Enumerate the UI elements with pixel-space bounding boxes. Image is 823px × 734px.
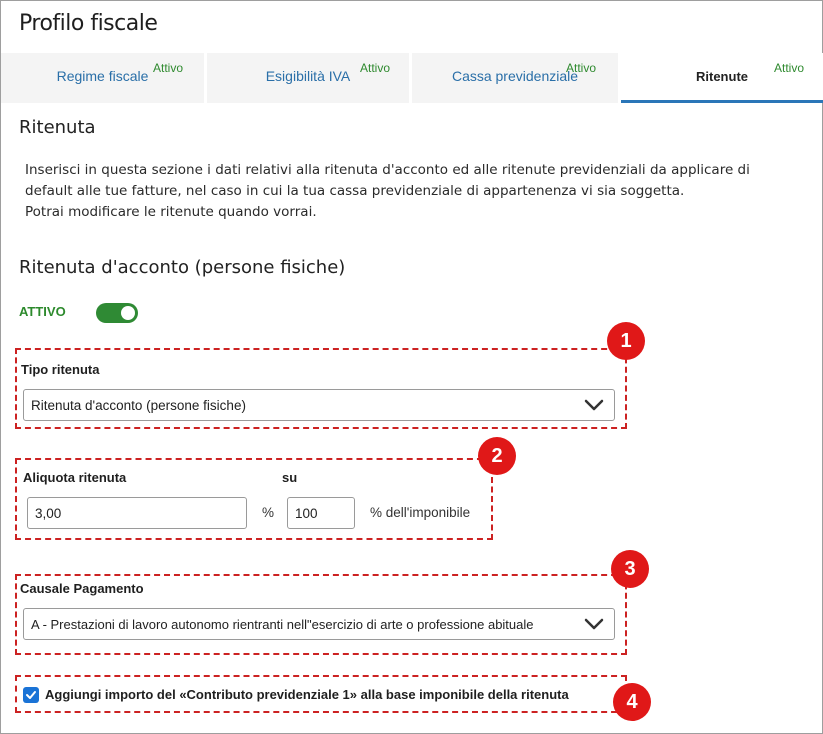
annotation-marker: 3 [611,550,649,588]
su-label: su [282,470,298,485]
chevron-down-icon [584,397,604,413]
highlight-group-tipo [15,348,627,429]
toggle-knob [121,306,135,320]
intro-line: default alle tue fatture, nel caso in cui la tua cassa previdenziale di appartenenza vi sia soggetta. [25,183,685,199]
tab-regime-fiscale[interactable] [1,53,204,103]
tab-ritenute[interactable] [621,53,823,103]
tab-label: Cassa previdenziale [451,68,579,84]
tab-bar [1,53,823,103]
page-title: Profilo fiscale [19,11,158,36]
select-value: Ritenuta d'acconto (persone fisiche) [31,398,246,413]
section-intro [25,160,795,223]
intro-line: Potrai modificare le ritenute quando vorrai. [25,204,317,220]
tab-label: Ritenute [696,69,748,84]
tab-status-badge: Attivo [153,61,184,75]
base-imponibile-input[interactable] [287,497,355,529]
causale-label: Causale Pagamento [20,581,144,596]
aliquota-label: Aliquota ritenuta [23,470,127,485]
intro-line: Inserisci in questa sezione i dati relativi alla ritenuta d'acconto ed alle ritenute previdenziali da applicare di [25,162,750,178]
tab-status-badge: Attivo [774,61,805,75]
tab-esigibilita-iva[interactable] [207,53,409,103]
chevron-down-icon [584,616,604,632]
annotation-marker: 1 [607,322,645,360]
contributo-checkbox[interactable] [23,687,39,703]
contributo-checkbox-label[interactable]: Aggiungi importo del «Contributo previdenziale 1» alla base imponibile della ritenuta [45,687,569,702]
select-value: A - Prestazioni di lavoro autonomo rientranti nell"esercizio di arte o professione abituale [31,617,534,632]
enable-toggle[interactable] [96,303,138,323]
tab-status-badge: Attivo [360,61,391,75]
subsection-title: Ritenuta d'acconto (persone fisiche) [19,257,346,278]
aliquota-input[interactable] [27,497,247,529]
status-label: ATTIVO [19,304,66,319]
highlight-group-causale [15,574,627,655]
annotation-marker: 4 [613,683,651,721]
tab-label: Esigibilità IVA [265,68,351,84]
percent-sign: % [262,505,275,520]
tab-label: Regime fiscale [56,68,149,84]
tab-cassa-previdenziale[interactable] [412,53,618,103]
tipo-ritenuta-select[interactable] [23,389,615,421]
highlight-group-contributo [15,675,627,713]
tab-status-badge: Attivo [566,61,597,75]
base-suffix: % dell'imponibile [370,505,471,520]
causale-select[interactable] [23,608,615,640]
annotation-marker: 2 [478,437,516,475]
checkmark-icon [25,689,37,701]
tipo-ritenuta-label: Tipo ritenuta [21,362,100,377]
highlight-group-aliquota [15,458,493,540]
section-title: Ritenuta [19,117,96,138]
